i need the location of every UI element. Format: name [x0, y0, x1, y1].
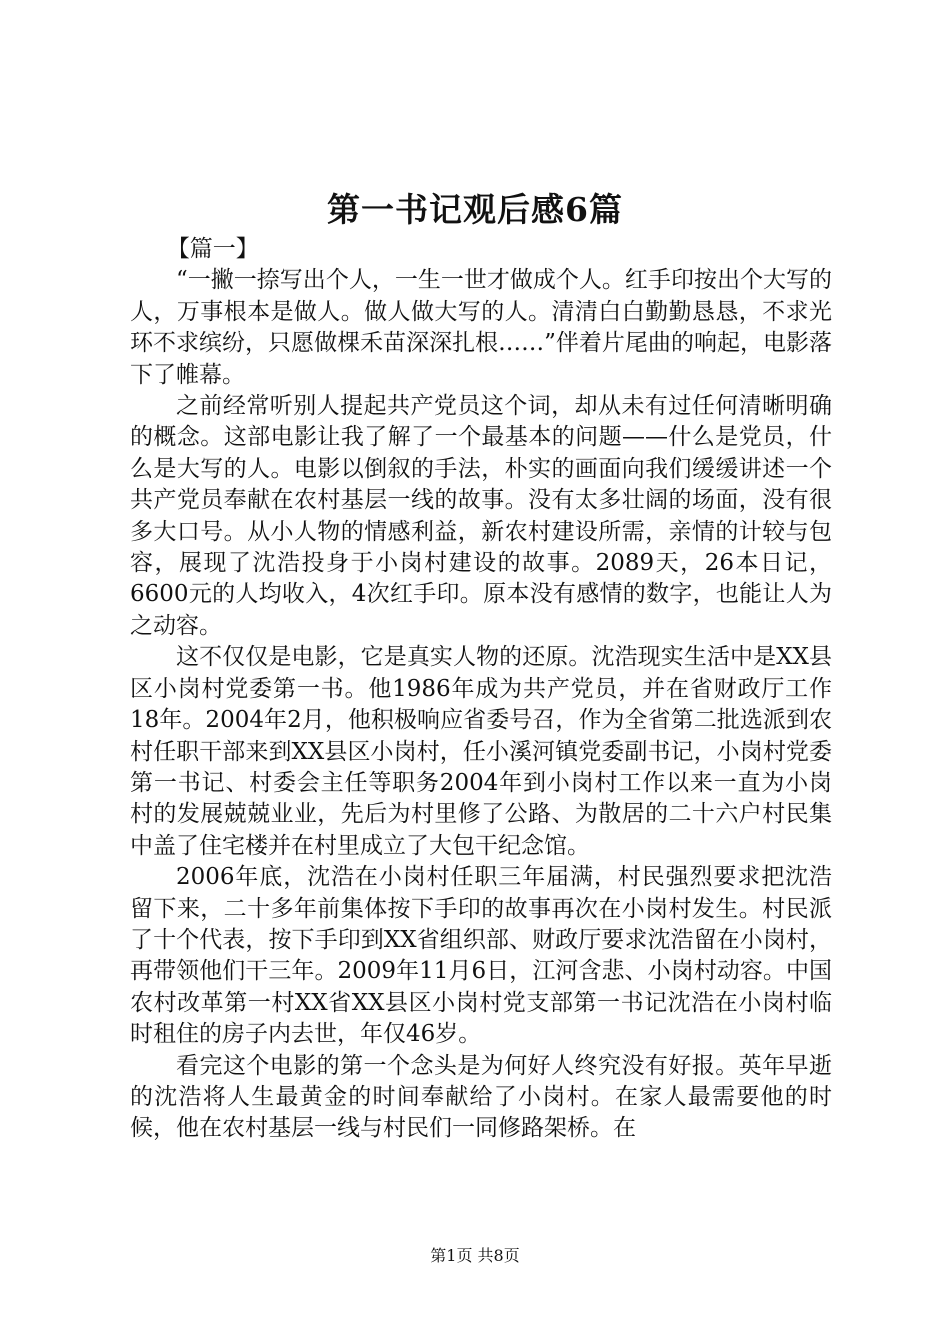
- paragraph-2: 之前经常听别人提起共产党员这个词，却从未有过任何清晰明确的概念。这部电影让我了解了一个最基本的问题——什么是党员，什么是大写的人。电影以倒叙的手法，朴实的画面向我们缓缓讲述一个共产党员奉献在农村基层一线的故事。没有太多壮阔的场面，没有很多大口号。从小人物的情感利益，新农村建设所需，亲情的计较与包容，展现了沈浩投身于小岗村建设的故事。2089天，26本日记，6600元的人均收入，4次红手印。原本没有感情的数字，也能让人为之动容。: [130, 393, 832, 639]
- document-title: 第一书记观后感6篇: [327, 190, 623, 229]
- paragraph-3: 这不仅仅是电影，它是真实人物的还原。沈浩现实生活中是XX县区小岗村党委第一书。他1986年成为共产党员，并在省财政厅工作18年。2004年2月，他积极响应省委号召，作为全省第二批选派到农村任职干部来到XX县区小岗村，任小溪河镇党委副书记，小岗村党委第一书记、村委会主任等职务2004年到小岗村工作以来一直为小岗村的发展兢兢业业，先后为村里修了公路、为散居的二十六户村民集中盖了住宅楼并在村里成立了大包干纪念馆。: [130, 644, 832, 859]
- document-body: [130, 234, 832, 1145]
- paragraph-1: “一撇一捺写出个人，一生一世才做成个人。红手印按出个大写的人，万事根本是做人。做人做大写的人。清清白白勤勤恳恳，不求光环不求缤纷，只愿做棵禾苗深深扎根……”伴着片尾曲的响起，电影落下了帷幕。: [130, 267, 832, 388]
- paragraph-5: 看完这个电影的第一个念头是为何好人终究没有好报。英年早逝的沈浩将人生最黄金的时间奉献给了小岗村。在家人最需要他的时候，他在农村基层一线与村民们一同修路架桥。在: [130, 1052, 832, 1142]
- section-label: 【篇一】: [166, 236, 259, 262]
- page-footer: 第1页 共8页: [430, 1246, 520, 1265]
- paragraph-4: 2006年底，沈浩在小岗村任职三年届满，村民强烈要求把沈浩留下来，二十多年前集体按下手印的故事再次在小岗村发生。村民派了十个代表，按下手印到XX省组织部、财政厅要求沈浩留在小岗村，再带领他们干三年。2009年11月6日，江河含悲、小岗村动容。中国农村改革第一村XX省XX县区小岗村党支部第一书记沈浩在小岗村临时租住的房子内去世，年仅46岁。: [130, 864, 832, 1048]
